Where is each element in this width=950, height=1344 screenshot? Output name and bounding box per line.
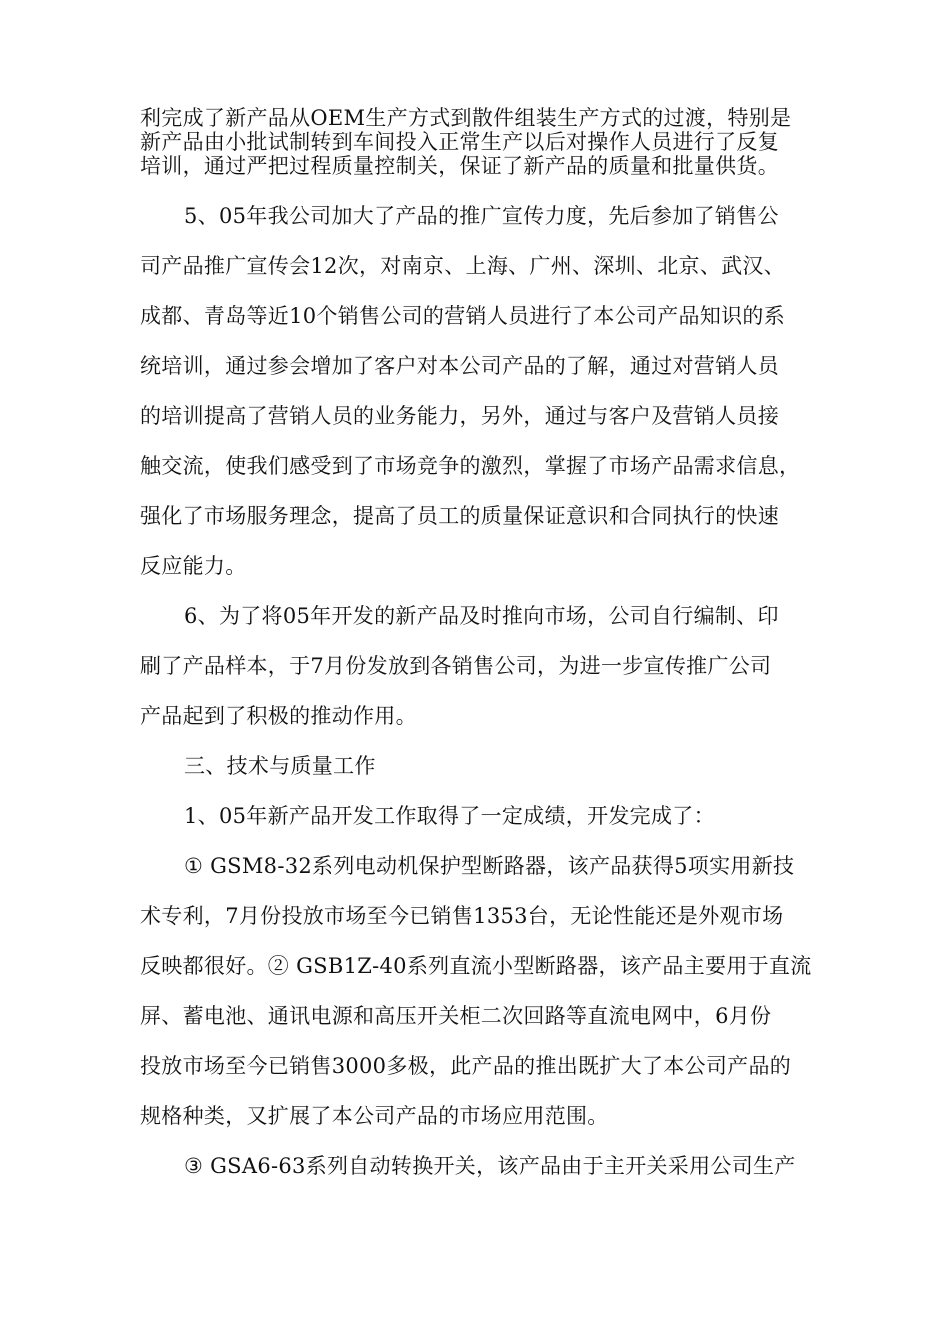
text-line: 统培训，通过参会增加了客户对本公司产品的了解，通过对营销人员 (140, 354, 779, 378)
text-line: 反应能力。 (140, 554, 247, 578)
text-line: 强化了市场服务理念，提高了员工的质量保证意识和合同执行的快速 (140, 504, 779, 528)
text-line: 屏、蓄电池、通讯电源和高压开关柜二次回路等直流电网中，6月份 (140, 1004, 772, 1028)
text-line: 术专利，7月份投放市场至今已销售1353台，无论性能还是外观市场 (140, 904, 784, 928)
text-line: 刷了产品样本，于7月份发放到各销售公司，为进一步宣传推广公司 (140, 654, 772, 678)
text-line: 6、为了将05年开发的新产品及时推向市场，公司自行编制、印 (184, 604, 779, 628)
text-line: 产品起到了积极的推动作用。 (140, 704, 417, 728)
text-line: 成都、青岛等近10个销售公司的营销人员进行了本公司产品知识的系 (140, 304, 786, 328)
section-heading: 三、技术与质量工作 (184, 754, 376, 778)
text-line: ① GSM8-32系列电动机保护型断路器，该产品获得5项实用新技 (184, 854, 795, 878)
text-line: 司产品推广宣传会12次，对南京、上海、广州、深圳、北京、武汉、 (140, 254, 786, 278)
text-line: 5、05年我公司加大了产品的推广宣传力度，先后参加了销售公 (184, 204, 779, 228)
text-line: 培训，通过严把过程质量控制关，保证了新产品的质量和批量供货。 (140, 154, 779, 178)
text-line: ③ GSA6-63系列自动转换开关，该产品由于主开关采用公司生产 (184, 1154, 796, 1178)
text-line: 利完成了新产品从OEM生产方式到散件组装生产方式的过渡，特别是 (140, 106, 792, 130)
text-line: 反映都很好。② GSB1Z-40系列直流小型断路器，该产品主要用于直流 (140, 954, 812, 978)
text-line: 触交流，使我们感受到了市场竞争的激烈，掌握了市场产品需求信息， (140, 454, 801, 478)
text-line: 1、05年新产品开发工作取得了一定成绩，开发完成了： (184, 804, 715, 828)
text-line: 投放市场至今已销售3000多极，此产品的推出既扩大了本公司产品的 (140, 1054, 792, 1078)
text-line: 新产品由小批试制转到车间投入正常生产以后对操作人员进行了反复 (140, 130, 779, 154)
text-line: 规格种类，又扩展了本公司产品的市场应用范围。 (140, 1104, 609, 1128)
text-line: 的培训提高了营销人员的业务能力，另外，通过与客户及营销人员接 (140, 404, 779, 428)
